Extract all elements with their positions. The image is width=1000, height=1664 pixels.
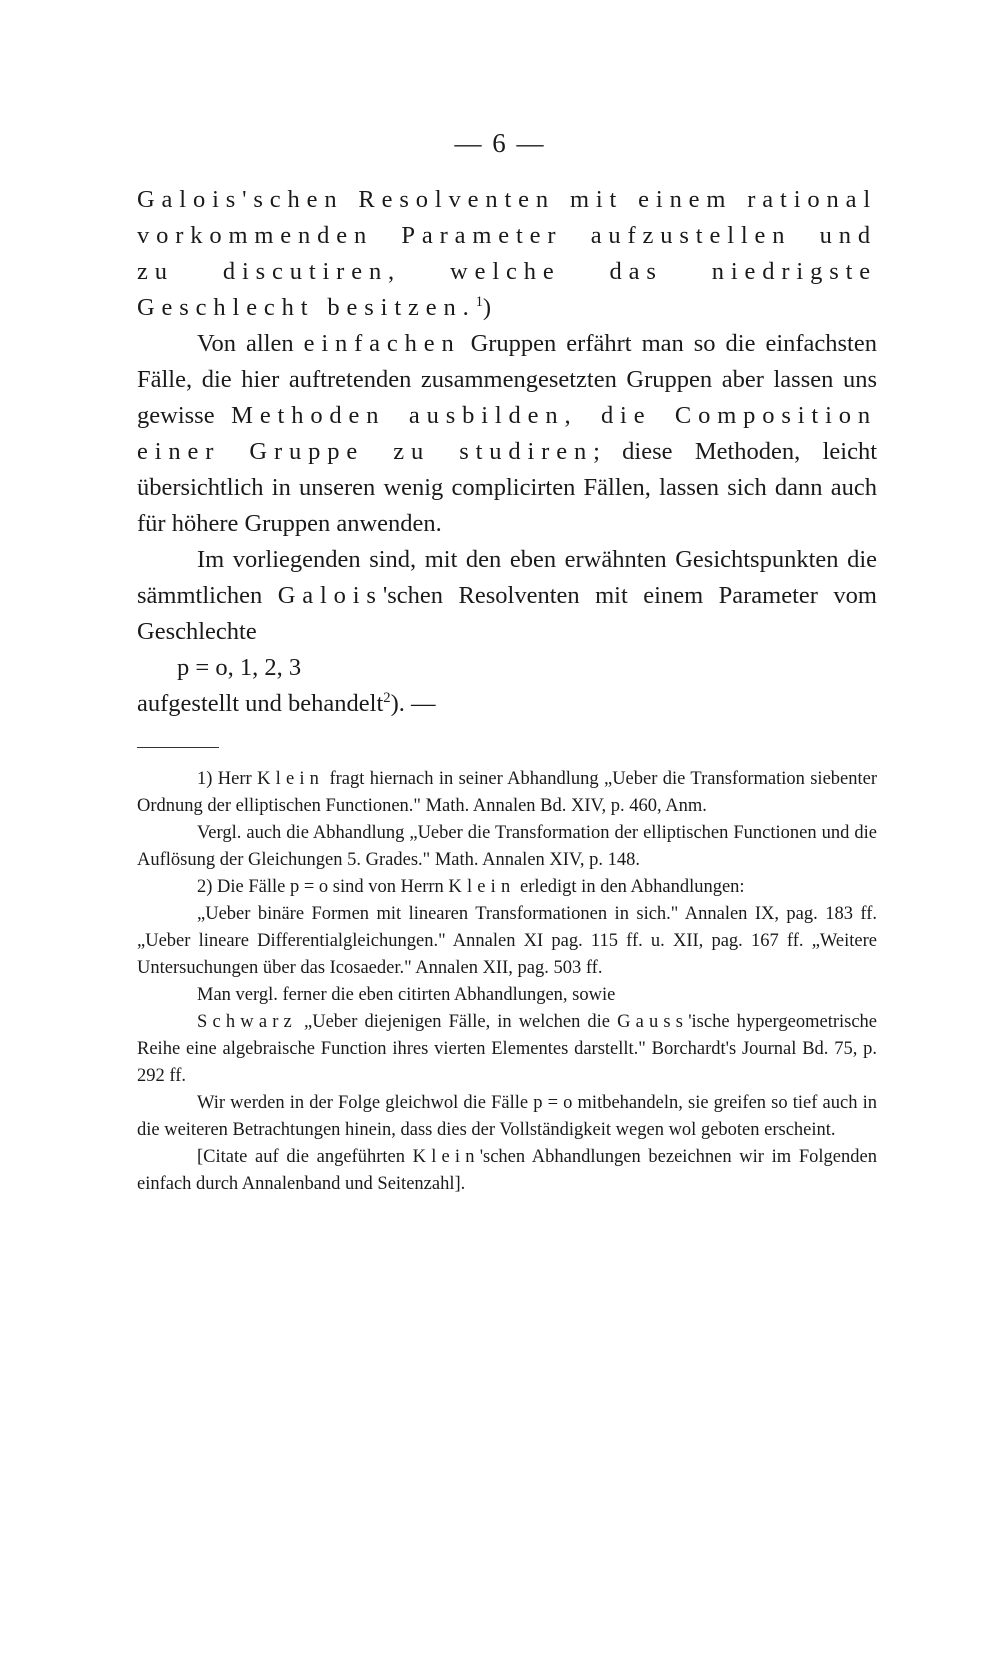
footnote-ref-1: 1 — [475, 293, 483, 310]
paragraph-4-close: ). — — [390, 690, 436, 717]
footnote-1-text-b: fragt hiernach in seiner Abhandlung „Ueber die Transformation siebenter Ordnung der elliptischen Functionen." Math. Annalen Bd. XIV, p. 460, Anm. — [137, 769, 877, 816]
paragraph-1-text: Galois'schen Resolventen mit einem rational vorkommenden Parameter aufzustellen und zu discutiren, welche das niedrigste Geschlecht besitzen. — [137, 186, 877, 321]
paragraph-1 — [137, 182, 877, 326]
footnote-1-continued: Vergl. auch die Abhandlung „Ueber die Transformation der elliptischen Functionen und die Auflösung der Gleichungen 5. Grades." Math. Annalen XIV, p. 148. — [137, 823, 877, 870]
footnotes — [137, 766, 877, 1198]
citation-note-text-a: [Citate auf die angeführten — [197, 1147, 413, 1167]
emphasis-gauss: Gauss — [617, 1012, 689, 1032]
paragraph-2-text-b: Gruppen erfährt man so die einfachsten Fälle, die hier auftretenden zusammengesetzten Gruppen aber lassen uns gewisse — [137, 330, 877, 429]
citation-note-text-b: 'schen Abhandlungen bezeichnen wir im Folgenden einfach durch Annalenband und Seitenzahl]. — [137, 1147, 877, 1194]
emphasis-klein: Klein — [412, 1147, 480, 1167]
emphasis-klein: Klein — [448, 877, 516, 897]
page-number: — 6 — — [454, 128, 546, 158]
emphasis-schwarz: Schwarz — [197, 1012, 297, 1032]
footnote-2-schwarz — [137, 1009, 877, 1090]
paragraph-2-text-c: ausbilden, die — [385, 402, 675, 429]
footnote-2-schwarz-text-b: 'ische hypergeometrische Reihe eine algebraische Function ihres vierten Elementes darstellt." Borchardt's Journal Bd. 75, p. 292 ff. — [137, 1012, 878, 1086]
paragraph-4-text: aufgestellt und behandelt — [137, 690, 384, 717]
emphasis-composition: Composition einer Gruppe zu studiren — [137, 402, 877, 465]
footnote-ref-2: 2 — [383, 689, 391, 706]
paragraph-3-text-b: 'schen Resolventen mit einem Parameter vom Geschlechte — [137, 582, 877, 645]
footnote-2-text-a: 2) Die Fälle p = o sind von Herrn — [197, 877, 449, 897]
footnote-2-text-b: erledigt in den Abhandlungen: — [515, 877, 745, 897]
footnote-2-references: „Ueber binäre Formen mit linearen Transformationen in sich." Annalen IX, pag. 183 ff. „Ueber lineare Differentialgleichungen." Annalen XI pag. 115 ff. u. XII, pag. 167 ff. „Weitere Untersuchungen über das Icosaeder." Annalen XII, pag. 503 ff. — [137, 904, 877, 978]
footnote-2-schwarz-text-a: „Ueber diejenigen Fälle, in welchen die — [296, 1012, 618, 1032]
paragraph-2-text-a: Von allen — [197, 330, 304, 357]
footnote-1-text-a: 1) Herr — [197, 769, 258, 789]
emphasis-klein: Klein — [257, 769, 325, 789]
footnote-2 — [137, 874, 877, 901]
footnote-2-citation-note — [137, 1144, 877, 1198]
emphasis-methoden: Methoden — [231, 402, 386, 429]
footnote-divider — [137, 747, 219, 748]
footnote-2-see-also: Man vergl. ferner die eben citirten Abhandlungen, sowie — [197, 985, 616, 1005]
paragraph-2-text-d: ; diese Methoden, leicht übersichtlich in unseren wenig complicirten Fällen, lassen sich dann auch für höhere Gruppen anwenden. — [137, 438, 878, 537]
paragraph-3 — [137, 542, 877, 650]
paragraph-3-text-a: Im vorliegenden sind, mit den eben erwähnten Gesichtspunkten die sämmtlichen — [137, 546, 877, 609]
paragraph-4 — [137, 686, 877, 722]
emphasis-galois: Galois — [277, 582, 383, 609]
genus-formula: p = o, 1, 2, 3 — [177, 654, 302, 681]
footnote-2-note: Wir werden in der Folge gleichwol die Fälle p = o mitbehandeln, sie greifen so tief auch in die weiteren Betrachtungen hinein, dass dies der Vollständigkeit wegen wol geboten erscheint. — [137, 1093, 877, 1140]
paragraph-2 — [137, 326, 877, 542]
footnote-1 — [137, 766, 877, 820]
main-text — [137, 182, 877, 722]
emphasis-einfachen: einfachen — [303, 330, 461, 357]
paragraph-1-close: ) — [482, 294, 492, 321]
